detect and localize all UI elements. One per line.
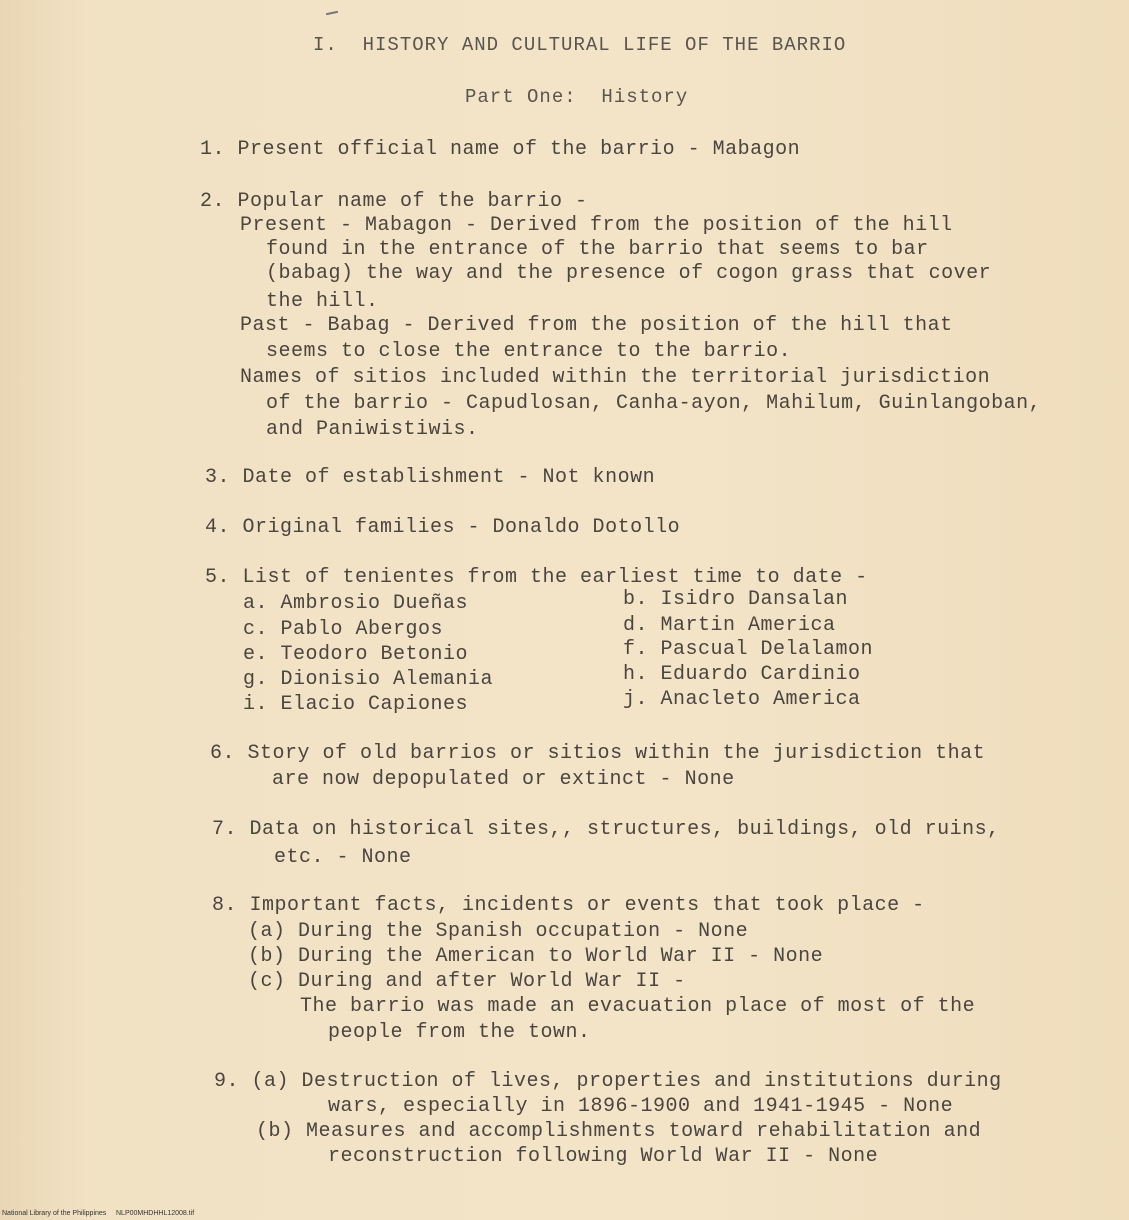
item-2-sitios-line: of the barrio - Capudlosan, Canha-ayon, Mahilum, Guinlangoban,	[266, 392, 1042, 415]
teniente-entry: j. Anacleto America	[623, 688, 861, 711]
item-8: 8. Important facts, incidents or events that took place -	[212, 894, 925, 917]
section-subtitle: Part One: History	[465, 86, 689, 108]
item-8c-detail: people from the town.	[328, 1021, 591, 1044]
teniente-entry: c. Pablo Abergos	[243, 618, 444, 641]
item-2-present-line: Present - Mabagon - Derived from the position of the hill	[240, 214, 953, 237]
item-9a: 9. (a) Destruction of lives, properties and institutions during	[214, 1070, 1002, 1093]
teniente-entry: i. Elacio Capiones	[243, 693, 469, 716]
teniente-entry: f. Pascual Delalamon	[623, 638, 874, 661]
item-4: 4. Original families - Donaldo Dotollo	[205, 516, 681, 539]
item-1: 1. Present official name of the barrio - Mabagon	[200, 138, 801, 161]
item-7: 7. Data on historical sites,, structures, buildings, old ruins,	[212, 818, 1000, 841]
teniente-entry: g. Dionisio Alemania	[243, 668, 494, 691]
item-2-present-line: found in the entrance of the barrio that seems to bar	[266, 238, 929, 261]
teniente-entry: h. Eduardo Cardinio	[623, 663, 861, 686]
pen-mark	[326, 11, 338, 15]
item-3: 3. Date of establishment - Not known	[205, 466, 656, 489]
item-2-present-line: (babag) the way and the presence of cogon grass that cover	[266, 262, 992, 285]
item-8c: (c) During and after World War II -	[248, 970, 686, 993]
item-9b-cont: reconstruction following World War II - None	[328, 1145, 879, 1168]
item-8c-detail: The barrio was made an evacuation place of most of the	[300, 995, 976, 1018]
item-8a: (a) During the Spanish occupation - None	[248, 920, 749, 943]
teniente-entry: a. Ambrosio Dueñas	[243, 592, 469, 615]
item-9b: (b) Measures and accomplishments toward rehabilitation and	[256, 1120, 982, 1143]
archive-footer: National Library of the Philippines NLP00MHDHHL12008.tif	[2, 1210, 195, 1217]
item-2-sitios-line: and Paniwistiwis.	[266, 418, 479, 441]
item-2-past-line: Past - Babag - Derived from the position of the hill that	[240, 314, 953, 337]
teniente-entry: b. Isidro Dansalan	[623, 588, 849, 611]
item-2: 2. Popular name of the barrio -	[200, 190, 588, 213]
item-6: 6. Story of old barrios or sitios within the jurisdiction that	[210, 742, 986, 765]
item-2-present-line: the hill.	[266, 290, 379, 313]
item-5: 5. List of tenientes from the earliest time to date -	[205, 566, 868, 589]
item-9a-cont: wars, especially in 1896-1900 and 1941-1945 - None	[328, 1095, 954, 1118]
item-2-past-line: seems to close the entrance to the barrio.	[266, 340, 792, 363]
item-2-sitios-line: Names of sitios included within the territorial jurisdiction	[240, 366, 991, 389]
item-6-cont: are now depopulated or extinct - None	[272, 768, 735, 791]
teniente-entry: d. Martin America	[623, 614, 836, 637]
item-7-cont: etc. - None	[274, 846, 412, 869]
teniente-entry: e. Teodoro Betonio	[243, 643, 469, 666]
item-8b: (b) During the American to World War II - None	[248, 945, 824, 968]
page-title: I. HISTORY AND CULTURAL LIFE OF THE BARRIO	[313, 34, 847, 56]
